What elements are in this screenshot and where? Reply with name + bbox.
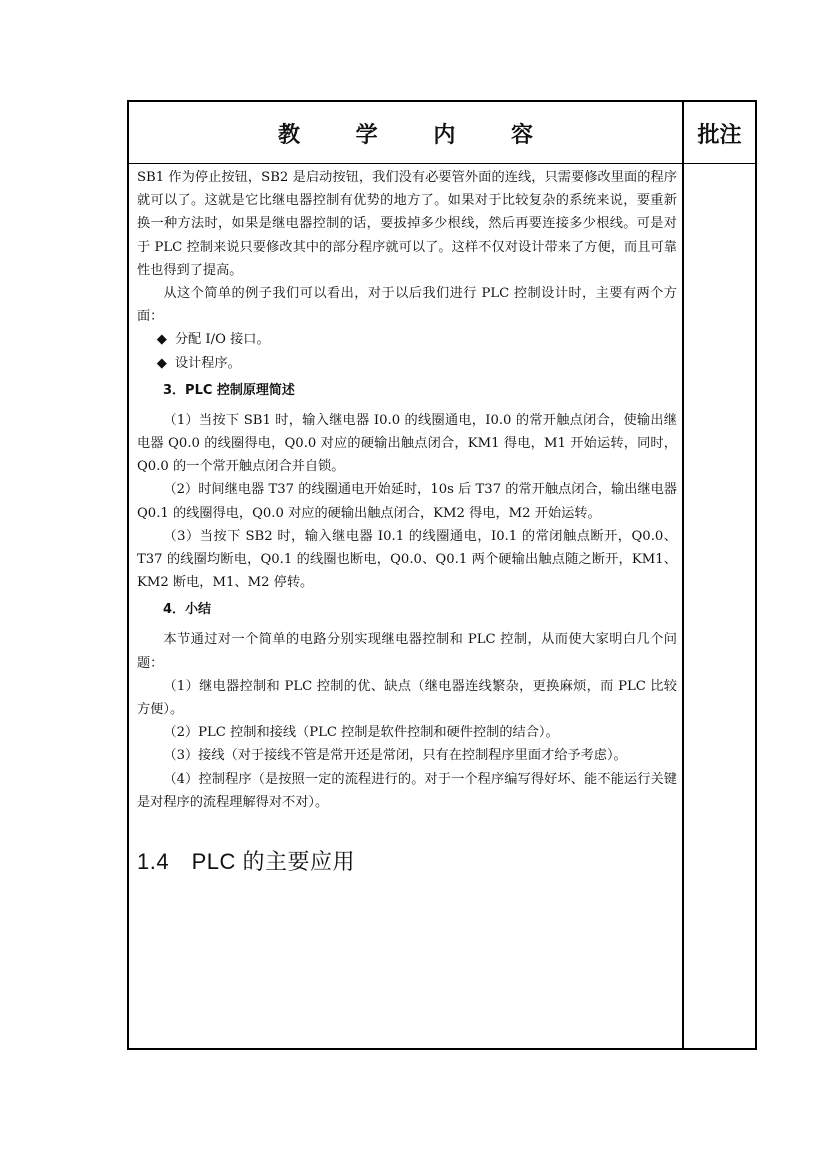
heading-summary: 4．小结 bbox=[163, 602, 212, 618]
list-item-label: 设计程序。 bbox=[174, 355, 241, 371]
paragraph-summary-point-1: （1）继电器控制和 PLC 控制的优、缺点（继电器连线繁杂，更换麻烦，而 PLC 比较方便）。 bbox=[137, 678, 677, 718]
paragraph-step-3: （3）当按下 SB2 时，输入继电器 I0.1 的线圈通电，I0.1 的常闭触点断开，Q0.0、T37 的线圈均断电，Q0.1 的线圈也断电，Q0.0、Q0.1 两个硬输出触点随之断开，KM1、KM2 断电，M1、M2 停转。 bbox=[137, 528, 677, 591]
paragraph-step-2: （2）时间继电器 T37 的线圈通电开始延时，10s 后 T37 的常开触点闭合，输出继电器 Q0.1 的线圈得电，Q0.0 对应的硬输出触点闭合，KM2 得电，M2 开始运转。 bbox=[137, 482, 677, 521]
list-item-label: 分配 I/O 接口。 bbox=[174, 332, 270, 348]
section-title: 1.4 PLC 的主要应用 bbox=[137, 849, 355, 875]
paragraph-summary-point-3: （3）接线（对于接线不管是常开还是常闭，只有在控制程序里面才给予考虑）。 bbox=[163, 748, 627, 764]
paragraph-summary-lead: 从这个简单的例子我们可以看出，对于以后我们进行 PLC 控制设计时，主要有两个方面： bbox=[137, 286, 677, 325]
paragraph-intro: SB1 作为停止按钮，SB2 是启动按钮，我们没有必要管外面的连线，只需要修改里面的程序就可以了。这就是它比继电器控制有优势的地方了。如果对于比较复杂的系统来说，要重新换一种方法时，如果是继电器控制的话，要拔掉多少根线，然后再要连接多少根线。可是对于 PLC 控制来说只要修改其中的部分程序就可以了。这样不仅对设计带来了方便，而且可靠性也得到了提高。 bbox=[137, 170, 677, 278]
column-divider bbox=[682, 102, 684, 1048]
heading-plc-principle: 3．PLC 控制原理简述 bbox=[163, 382, 295, 398]
header-teaching-content: 教 学 内 容 bbox=[278, 122, 557, 148]
lesson-table bbox=[127, 100, 757, 1050]
diamond-bullet-icon: ◆ bbox=[156, 332, 167, 348]
paragraph-summary-point-4: （4）控制程序（是按照一定的流程进行的。对于一个程序编写得好坏、能不能运行关键是对程序的流程理解得对不对）。 bbox=[137, 771, 677, 810]
paragraph-summary-point-2: （2）PLC 控制和接线（PLC 控制是软件控制和硬件控制的结合）。 bbox=[163, 725, 559, 741]
table-header-row bbox=[129, 102, 755, 164]
list-item bbox=[137, 352, 677, 375]
paragraph-step-1: （1）当按下 SB1 时，输入继电器 I0.0 的线圈通电，I0.0 的常开触点闭合，使输出继电器 Q0.0 的线圈得电，Q0.0 对应的硬输出触点闭合，KM1 得电，M1 开始运转，同时，Q0.0 的一个常开触点闭合并自锁。 bbox=[137, 412, 677, 475]
paragraph-summary: 本节通过对一个简单的电路分别实现继电器控制和 PLC 控制，从而使大家明白几个问题： bbox=[137, 632, 677, 671]
diamond-bullet-icon: ◆ bbox=[156, 355, 167, 371]
header-notes: 批注 bbox=[697, 122, 742, 148]
teaching-content-cell bbox=[137, 166, 677, 876]
list-item bbox=[137, 328, 677, 351]
